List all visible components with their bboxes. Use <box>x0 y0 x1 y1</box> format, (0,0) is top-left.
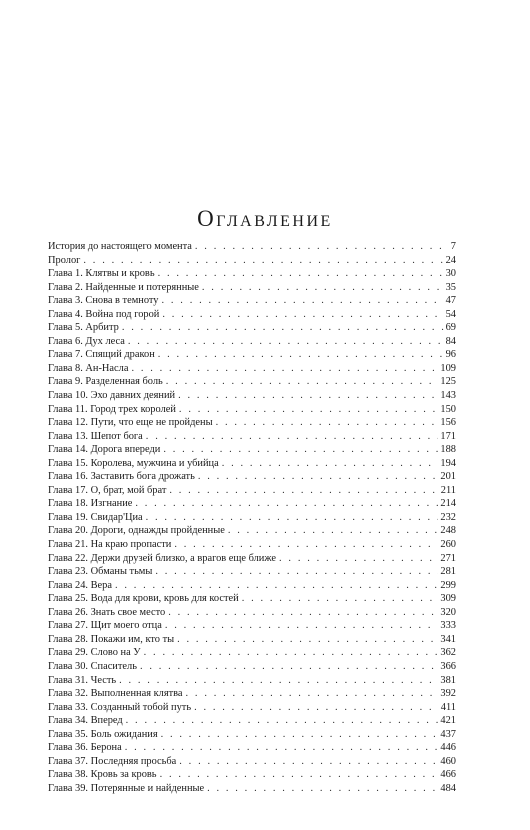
toc-entry-title: Глава 16. Заставить бога дрожать <box>48 471 195 483</box>
toc-entry-page-number: 333 <box>440 620 456 632</box>
toc-entry-page-number: 150 <box>440 403 456 415</box>
toc-dot-leader <box>228 524 439 538</box>
toc-entry <box>48 552 456 566</box>
toc-dot-leader <box>177 633 438 647</box>
toc-entry <box>48 335 456 349</box>
toc-entry-page-number: 341 <box>440 633 456 645</box>
toc-entry <box>48 741 456 755</box>
toc-dot-leader <box>242 592 439 606</box>
toc-dot-leader <box>144 646 439 660</box>
toc-dot-leader <box>161 728 439 742</box>
toc-entry <box>48 484 456 498</box>
toc-entry-title: Глава 17. О, брат, мой брат <box>48 484 167 496</box>
toc-entry <box>48 619 456 633</box>
toc-entry <box>48 457 456 471</box>
toc-entry-page-number: 54 <box>445 308 456 320</box>
toc-dot-leader <box>194 701 439 715</box>
toc-entry-title: Глава 7. Спящий дракон <box>48 349 155 361</box>
toc-entry-title: Глава 6. Дух леса <box>48 335 125 347</box>
toc-entry <box>48 443 456 457</box>
toc-entry <box>48 701 456 715</box>
toc-entry <box>48 389 456 403</box>
toc-entry-title: История до настоящего момента <box>48 241 192 252</box>
toc-entry <box>48 240 456 254</box>
toc-dot-leader <box>131 362 438 376</box>
toc-dot-leader <box>162 294 444 308</box>
toc-dot-leader <box>174 538 438 552</box>
toc-entry-page-number: 309 <box>440 593 456 605</box>
toc-entry-title: Глава 38. Кровь за кровь <box>48 769 157 781</box>
toc-entry-title: Глава 19. Свидар'Циа <box>48 511 143 523</box>
toc-entry-page-number: 214 <box>440 498 456 510</box>
toc-entry <box>48 579 456 593</box>
toc-entry-page-number: 24 <box>445 254 456 266</box>
toc-list <box>48 240 456 795</box>
toc-entry-page-number: 460 <box>440 755 456 767</box>
toc-dot-leader <box>178 389 438 403</box>
toc-dot-leader <box>186 687 439 701</box>
toc-entry <box>48 511 456 525</box>
toc-dot-leader <box>158 348 444 362</box>
toc-entry-title: Глава 31. Честь <box>48 674 117 686</box>
toc-entry-page-number: 125 <box>440 376 456 388</box>
toc-entry-page-number: 320 <box>440 606 456 618</box>
toc-entry <box>48 538 456 552</box>
toc-dot-leader <box>166 375 439 389</box>
toc-entry <box>48 497 456 511</box>
toc-entry-title: Глава 24. Вера <box>48 579 112 591</box>
toc-dot-leader <box>122 321 444 335</box>
toc-entry-page-number: 156 <box>440 417 456 429</box>
toc-dot-leader <box>146 430 439 444</box>
toc-entry-page-number: 194 <box>440 457 456 469</box>
toc-entry-page-number: 211 <box>440 484 456 496</box>
toc-entry-title: Глава 2. Найденные и потерянные <box>48 281 199 293</box>
toc-entry-page-number: 30 <box>445 268 456 280</box>
toc-entry-page-number: 437 <box>440 728 456 740</box>
toc-entry <box>48 768 456 782</box>
toc-entry-page-number: 484 <box>440 782 456 794</box>
toc-entry-title: Глава 1. Клятвы и кровь <box>48 268 155 280</box>
toc-entry-title: Глава 9. Разделенная боль <box>48 376 163 388</box>
toc-dot-leader <box>135 497 438 511</box>
toc-entry-title: Глава 29. Слово на У <box>48 647 141 659</box>
toc-entry <box>48 294 456 308</box>
toc-entry <box>48 728 456 742</box>
toc-dot-leader <box>165 619 439 633</box>
toc-entry <box>48 254 456 268</box>
toc-dot-leader <box>179 755 438 769</box>
toc-dot-leader <box>163 443 438 457</box>
toc-dot-leader <box>125 741 439 755</box>
toc-entry <box>48 416 456 430</box>
toc-entry <box>48 267 456 281</box>
toc-entry-page-number: 366 <box>440 660 456 672</box>
toc-entry <box>48 606 456 620</box>
toc-dot-leader <box>160 768 439 782</box>
toc-entry <box>48 714 456 728</box>
toc-entry-title: Глава 10. Эхо давних деяний <box>48 390 176 402</box>
toc-entry-title: Глава 4. Война под горой <box>48 308 160 320</box>
toc-entry-page-number: 248 <box>440 525 456 537</box>
toc-entry <box>48 592 456 606</box>
toc-entry <box>48 674 456 688</box>
toc-entry-title: Глава 5. Арбитр <box>48 322 119 334</box>
toc-dot-leader <box>216 416 439 430</box>
toc-dot-leader <box>195 240 449 254</box>
toc-entry <box>48 782 456 796</box>
toc-entry-page-number: 381 <box>440 674 456 686</box>
toc-dot-leader <box>83 254 443 268</box>
toc-entry-page-number: 47 <box>445 295 456 307</box>
toc-entry-page-number: 188 <box>440 444 456 456</box>
toc-dot-leader <box>140 660 438 674</box>
toc-entry-title: Глава 34. Вперед <box>48 715 123 727</box>
toc-entry <box>48 470 456 484</box>
toc-entry-title: Глава 21. На краю пропасти <box>48 539 172 551</box>
toc-dot-leader <box>158 267 444 281</box>
toc-entry-title: Глава 8. Ан-Насла <box>48 362 129 374</box>
toc-entry-title: Глава 13. Шепот бога <box>48 430 143 442</box>
toc-entry <box>48 281 456 295</box>
toc-entry-page-number: 362 <box>440 647 456 659</box>
toc-entry-page-number: 466 <box>440 769 456 781</box>
toc-entry-title: Глава 26. Знать свое место <box>48 606 166 618</box>
toc-entry-title: Глава 20. Дороги, однажды пройденные <box>48 525 225 537</box>
toc-entry-page-number: 299 <box>440 579 456 591</box>
toc-entry <box>48 633 456 647</box>
toc-entry-page-number: 143 <box>440 390 456 402</box>
toc-entry <box>48 755 456 769</box>
toc-entry-page-number: 411 <box>440 701 456 713</box>
toc-entry-page-number: 84 <box>445 335 456 347</box>
toc-entry <box>48 687 456 701</box>
toc-entry-page-number: 109 <box>440 362 456 374</box>
toc-entry-page-number: 201 <box>440 471 456 483</box>
toc-entry <box>48 524 456 538</box>
toc-dot-leader <box>115 579 438 593</box>
toc-entry <box>48 430 456 444</box>
toc-entry <box>48 403 456 417</box>
toc-dot-leader <box>155 565 438 579</box>
toc-dot-leader <box>119 674 438 688</box>
toc-entry-page-number: 96 <box>445 349 456 361</box>
toc-entry <box>48 375 456 389</box>
toc-dot-leader <box>168 606 438 620</box>
toc-entry-title: Глава 30. Спаситель <box>48 660 137 672</box>
toc-entry <box>48 308 456 322</box>
toc-entry <box>48 321 456 335</box>
toc-entry-title: Глава 22. Держи друзей близко, а врагов еще ближе <box>48 552 277 564</box>
toc-entry-page-number: 421 <box>440 715 456 727</box>
toc-entry-title: Глава 12. Пути, что еще не пройдены <box>48 417 213 429</box>
toc-dot-leader <box>126 714 439 728</box>
toc-dot-leader <box>169 484 438 498</box>
toc-entry-page-number: 69 <box>445 322 456 334</box>
toc-entry-title: Глава 18. Изгнание <box>48 498 133 510</box>
toc-entry-title: Глава 23. Обманы тьмы <box>48 566 153 578</box>
toc-entry-title: Пролог <box>48 254 81 266</box>
toc-entry-page-number: 260 <box>440 539 456 551</box>
toc-entry-title: Глава 28. Покажи им, кто ты <box>48 633 175 645</box>
toc-dot-leader <box>146 511 439 525</box>
toc-entry-page-number: 35 <box>445 281 456 293</box>
toc-dot-leader <box>202 281 444 295</box>
toc-entry-page-number: 171 <box>440 430 456 442</box>
toc-entry-title: Глава 3. Снова в темноту <box>48 295 159 307</box>
toc-dot-leader <box>279 552 438 566</box>
toc-entry-page-number: 392 <box>440 688 456 700</box>
toc-entry-title: Глава 33. Созданный тобой путь <box>48 701 192 713</box>
toc-entry-title: Глава 36. Берона <box>48 742 122 754</box>
toc-entry-title: Глава 11. Город трех королей <box>48 403 176 415</box>
toc-dot-leader <box>222 457 439 471</box>
toc-dot-leader <box>207 782 438 796</box>
toc-entry-page-number: 271 <box>440 552 456 564</box>
toc-heading: Оглавление <box>197 206 333 231</box>
toc-dot-leader <box>198 470 439 484</box>
toc-entry-title: Глава 14. Дорога впереди <box>48 444 161 456</box>
toc-entry-page-number: 281 <box>440 566 456 578</box>
toc-entry <box>48 565 456 579</box>
toc-dot-leader <box>179 403 438 417</box>
toc-entry <box>48 348 456 362</box>
toc-dot-leader <box>128 335 444 349</box>
toc-entry-page-number: 232 <box>440 511 456 523</box>
toc-entry-title: Глава 39. Потерянные и найденные <box>48 782 205 794</box>
toc-entry-page-number: 446 <box>440 742 456 754</box>
toc-entry-title: Глава 32. Выполненная клятва <box>48 688 183 700</box>
toc-entry-title: Глава 15. Королева, мужчина и убийца <box>48 457 219 469</box>
toc-entry-title: Глава 37. Последняя просьба <box>48 755 177 767</box>
toc-entry <box>48 646 456 660</box>
toc-entry-page-number: 7 <box>450 241 456 252</box>
toc-entry <box>48 362 456 376</box>
toc-dot-leader <box>162 308 443 322</box>
toc-entry-title: Глава 35. Боль ожидания <box>48 728 158 740</box>
toc-entry-title: Глава 25. Вода для крови, кровь для костей <box>48 593 239 605</box>
toc-entry-title: Глава 27. Щит моего отца <box>48 620 162 632</box>
toc-entry <box>48 660 456 674</box>
